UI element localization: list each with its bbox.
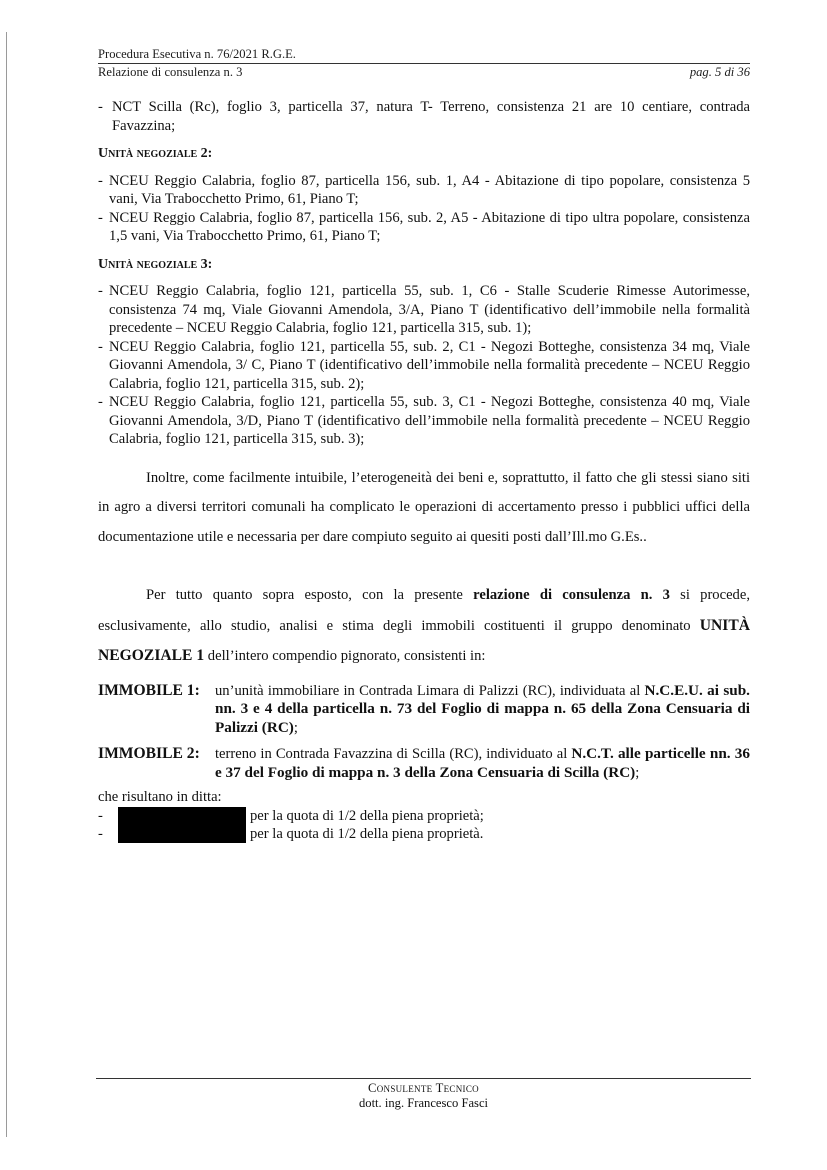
- list-item: - NCT Scilla (Rc), foglio 3, particella 37, natura T- Terreno, consistenza 21 are 10 centiare, contrada Favazzina;: [98, 99, 750, 134]
- unit-3-heading: Unità negoziale 3:: [98, 256, 213, 272]
- owner-row: - per la quota di 1/2 della piena proprietà.: [98, 825, 484, 842]
- list-item-text: NCEU Reggio Calabria, foglio 121, particella 55, sub. 1, C6 - Stalle Scuderie Rimesse Autorimesse, consistenza 74 mq, Viale Giovanni Amendola, 3/A, Piano T (identificativo dell’immobile nella formalità precedente – NCEU Reggio Calabria, foglio 121, particella 315, sub. 1);: [109, 283, 750, 336]
- list-item-text: NCEU Reggio Calabria, foglio 121, particella 55, sub. 3, C1 - Negozi Botteghe, consistenza 40 mq, Viale Giovanni Amendola, 3/D, Piano T (identificativo dell’immobile nella formalità precedente – NCEU Reggio Calabria, foglio 121, particella 315, sub. 3);: [109, 394, 750, 447]
- list-item-text: NCEU Reggio Calabria, foglio 121, particella 55, sub. 2, C1 - Negozi Botteghe, consistenza 34 mq, Viale Giovanni Amendola, 3/ C, Piano T (identificativo dell’immobile nella formalità precedente – NCEU Reggio Calabria, foglio 121, particella 315, sub. 2);: [109, 338, 750, 392]
- list-item: - NCEU Reggio Calabria, foglio 87, particella 156, sub. 1, A4 - Abitazione di tipo popolare, consistenza 5 vani, Via Trabocchetto Primo, 61, Piano T;: [98, 172, 750, 207]
- list-item-text: NCEU Reggio Calabria, foglio 87, particella 156, sub. 1, A4 - Abitazione di tipo popolare, consistenza 5 vani, Via Trabocchetto Primo, 61, Piano T;: [109, 172, 750, 207]
- unit-1-reference: UNITÀ NEGOZIALE 1: [98, 616, 750, 664]
- property-2-label: IMMOBILE 2:: [98, 745, 200, 762]
- header-line-1: [98, 46, 750, 64]
- owner-row: - per la quota di 1/2 della piena proprietà;: [98, 807, 484, 824]
- property-1-label: IMMOBILE 1:: [98, 681, 200, 699]
- owner-share: per la quota di 1/2 della piena proprietà;: [250, 807, 484, 824]
- list-item: - NCEU Reggio Calabria, foglio 121, particella 55, sub. 3, C1 - Negozi Botteghe, consistenza 40 mq, Viale Giovanni Amendola, 3/D, Piano T (identificativo dell’immobile nella formalità precedente – NCEU Reggio Calabria, foglio 121, particella 315, sub. 3);: [98, 394, 750, 447]
- page-margin-rule: [6, 32, 7, 1137]
- property-2-description: terreno in Contrada Favazzina di Scilla (RC), individuato al N.C.T. alle particelle nn. 36 e 37 del Foglio di mappa n. 3 della Zona Censuaria di Scilla (RC);: [215, 745, 750, 781]
- owners-intro: che risultano in ditta:: [98, 789, 222, 805]
- footer-rule: [96, 1078, 751, 1079]
- footer-author: dott. ing. Francesco Fasci: [358, 1096, 489, 1110]
- document-body: [98, 98, 750, 843]
- header-line-2: [98, 64, 750, 81]
- property-2: [98, 745, 750, 782]
- page-footer: [96, 1081, 751, 1111]
- footer-title: Consulente Tecnico: [368, 1081, 479, 1095]
- property-1: [98, 682, 750, 738]
- redacted-owner-name: [118, 825, 246, 843]
- redacted-owner-name: [118, 807, 246, 825]
- list-item: - NCEU Reggio Calabria, foglio 121, particella 55, sub. 1, C6 - Stalle Scuderie Rimesse Autorimesse, consistenza 74 mq, Viale Giovanni Amendola, 3/A, Piano T (identificativo dell’immobile nella formalità precedente – NCEU Reggio Calabria, foglio 121, particella 315, sub. 1);: [98, 283, 750, 336]
- list-item-text: NCEU Reggio Calabria, foglio 87, particella 156, sub. 2, A5 - Abitazione di tipo ultra popolare, consistenza 1,5 vani, Via Trabocchetto Primo, 61, Piano T;: [109, 209, 750, 244]
- page-header: [98, 46, 750, 81]
- list-item: - NCEU Reggio Calabria, foglio 87, particella 156, sub. 2, A5 - Abitazione di tipo ultra popolare, consistenza 1,5 vani, Via Trabocchetto Primo, 61, Piano T;: [98, 209, 750, 244]
- list-item-text: NCT Scilla (Rc), foglio 3, particella 37, natura T- Terreno, consistenza 21 are 10 centiare, contrada Favazzina;: [112, 99, 750, 134]
- property-1-description: un’unità immobiliare in Contrada Limara di Palizzi (RC), individuata al N.C.E.U. ai sub. nn. 3 e 4 della particella n. 73 del Foglio di mappa n. 65 della Zona Censuaria di Palizzi (RC);: [215, 681, 750, 736]
- procedure-number: Procedura Esecutiva n. 76/2021 R.G.E.: [98, 47, 296, 61]
- paragraph-heterogeneity: Inoltre, come facilmente intuibile, l’eterogeneità dei beni e, soprattutto, il fatto che gli stessi siano siti in agro a diversi territori comunali ha complicato le operazioni di accertamento presso i pubblici uffici della documentazione utile e necessaria per dare compiuto seguito ai quesiti posti dall’Ill.mo G.Es..: [98, 469, 750, 545]
- report-reference: relazione di consulenza n. 3: [473, 587, 670, 603]
- owner-share: per la quota di 1/2 della piena proprietà.: [250, 825, 484, 842]
- page-number: pag. 5 di 36: [689, 65, 750, 79]
- report-title: Relazione di consulenza n. 3: [98, 65, 243, 79]
- unit-2-heading: Unità negoziale 2:: [98, 146, 213, 161]
- list-item: - NCEU Reggio Calabria, foglio 121, particella 55, sub. 2, C1 - Negozi Botteghe, consistenza 34 mq, Viale Giovanni Amendola, 3/ C, Piano T (identificativo dell’immobile nella formalità precedente – NCEU Reggio Calabria, foglio 121, particella 315, sub. 2);: [98, 338, 750, 392]
- paragraph-scope: Per tutto quanto sopra esposto, con la presente relazione di consulenza n. 3 si procede, esclusivamente, allo studio, analisi e stima degli immobili costituenti il gruppo denominato UNITÀ NEGOZIALE 1 dell’intero compendio pignorato, consistenti in:: [98, 587, 750, 664]
